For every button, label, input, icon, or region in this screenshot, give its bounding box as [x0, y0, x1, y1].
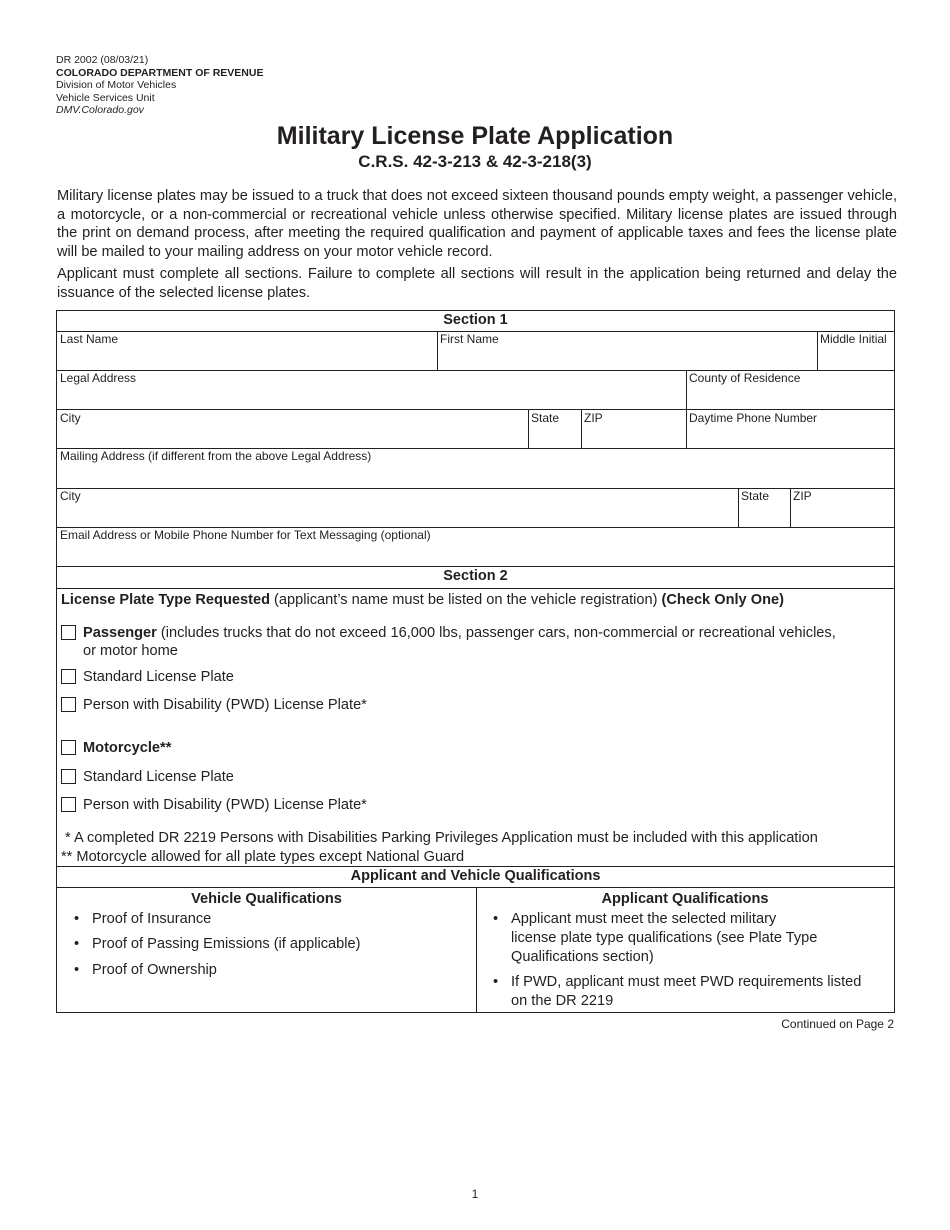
bullet: • — [74, 911, 80, 927]
motorcycle-standard-label: Standard License Plate — [83, 769, 234, 785]
divider — [817, 331, 818, 370]
first-name-field[interactable]: First Name — [440, 332, 499, 346]
motorcycle-label: Motorcycle** — [83, 740, 172, 756]
page-number: 1 — [471, 1187, 479, 1201]
intro-paragraph-2: Applicant must complete all sections. Failure to complete all sections will result in the application being returned and delay the issuance of the selected license plates. — [57, 266, 897, 301]
applicant-qualifications-heading: Applicant Qualifications — [601, 891, 769, 907]
passenger-pwd-label: Person with Disability (PWD) License Plate* — [83, 697, 367, 713]
city-field[interactable]: City — [60, 411, 81, 425]
website: DMV.Colorado.gov — [56, 104, 144, 116]
check-only-one: (Check Only One) — [661, 592, 784, 608]
passenger-standard-label: Standard License Plate — [83, 669, 234, 685]
applicant-qualification-text: on the DR 2219 — [511, 993, 614, 1009]
middle-initial-field[interactable]: Middle Initial — [820, 332, 887, 346]
vehicle-qualification-text: Proof of Ownership — [92, 962, 217, 978]
mailing-state-field[interactable]: State — [741, 489, 770, 503]
mailing-city-field[interactable]: City — [60, 489, 81, 503]
division-name: Division of Motor Vehicles — [56, 79, 177, 91]
section-1-title: Section 1 — [443, 312, 508, 328]
plate-type-heading-note: (applicant’s name must be listed on the vehicle registration) — [269, 592, 662, 608]
state-field[interactable]: State — [531, 411, 560, 425]
mailing-zip-field[interactable]: ZIP — [793, 489, 812, 503]
passenger-checkbox[interactable] — [61, 625, 76, 640]
form-header — [56, 54, 263, 117]
bullet: • — [74, 936, 80, 952]
passenger-standard-checkbox[interactable] — [61, 669, 76, 684]
plate-type-heading-bold: License Plate Type Requested — [61, 592, 270, 608]
page-title: Military License Plate Application — [276, 122, 674, 150]
passenger-label-bold: Passenger — [83, 625, 157, 641]
divider — [57, 866, 894, 867]
section-2-title: Section 2 — [443, 568, 508, 584]
motorcycle-pwd-checkbox[interactable] — [61, 797, 76, 812]
divider — [437, 331, 438, 370]
vehicle-qualification-text: Proof of Insurance — [92, 911, 212, 927]
divider — [57, 566, 894, 567]
applicant-qualification-text: Qualifications section) — [511, 949, 654, 965]
application-form — [56, 310, 895, 1013]
county-field[interactable]: County of Residence — [689, 371, 801, 385]
footnote-pwd: * A completed DR 2219 Persons with Disabilities Parking Privileges Application must be included with this application — [61, 830, 818, 846]
divider — [57, 409, 894, 410]
divider — [57, 588, 894, 589]
divider — [581, 409, 582, 448]
department-name: COLORADO DEPARTMENT OF REVENUE — [56, 66, 264, 79]
intro-paragraph-1: Military license plates may be issued to a truck that does not exceed sixteen thousand pounds empty weight, a passenger vehicle, a motorcycle, or a non-commercial or recreational vehicle unless otherwise specified. Military license plates are issued through the print on demand process, after meeting the required qualification and payment of applicable taxes and fees the license plate will be mailed to your mailing address on your motor vehicle record. — [57, 188, 897, 261]
bullet: • — [74, 962, 80, 978]
motorcycle-pwd-label: Person with Disability (PWD) License Plate* — [83, 797, 367, 813]
passenger-pwd-checkbox[interactable] — [61, 697, 76, 712]
email-field[interactable]: Email Address or Mobile Phone Number for Text Messaging (optional) — [60, 528, 431, 542]
form-id: DR 2002 (08/03/21) — [56, 54, 149, 66]
last-name-field[interactable]: Last Name — [60, 332, 119, 346]
divider — [790, 488, 791, 527]
legal-address-field[interactable]: Legal Address — [60, 371, 137, 385]
unit-name: Vehicle Services Unit — [56, 91, 155, 104]
vehicle-qualification-text: Proof of Passing Emissions (if applicable) — [92, 936, 361, 952]
motorcycle-checkbox[interactable] — [61, 740, 76, 755]
bullet: • — [493, 974, 499, 990]
zip-field[interactable]: ZIP — [584, 411, 603, 425]
divider — [528, 409, 529, 448]
daytime-phone-field[interactable]: Daytime Phone Number — [689, 411, 818, 425]
mailing-address-field[interactable]: Mailing Address (if different from the above Legal Address) — [60, 449, 372, 463]
passenger-label-line2: or motor home — [83, 643, 178, 659]
page-subtitle: C.R.S. 42-3-213 & 42-3-218(3) — [358, 152, 592, 171]
applicant-qualification-text: Applicant must meet the selected military — [511, 911, 777, 927]
applicant-qualification-text: If PWD, applicant must meet PWD requirements listed — [511, 974, 862, 990]
footnote-motorcycle: ** Motorcycle allowed for all plate types except National Guard — [61, 849, 465, 865]
vehicle-qualifications-heading: Vehicle Qualifications — [191, 891, 342, 907]
passenger-label-text: (includes trucks that do not exceed 16,000 lbs, passenger cars, non-commercial or recreational vehicles, — [156, 625, 836, 641]
bullet: • — [493, 911, 499, 927]
qualifications-title: Applicant and Vehicle Qualifications — [350, 868, 601, 884]
continued-note: Continued on Page 2 — [781, 1017, 894, 1031]
plate-type-heading — [61, 591, 784, 609]
passenger-label — [83, 624, 836, 642]
divider — [738, 488, 739, 527]
motorcycle-standard-checkbox[interactable] — [61, 769, 76, 784]
applicant-qualification-text: license plate type qualifications (see Plate Type — [511, 930, 818, 946]
